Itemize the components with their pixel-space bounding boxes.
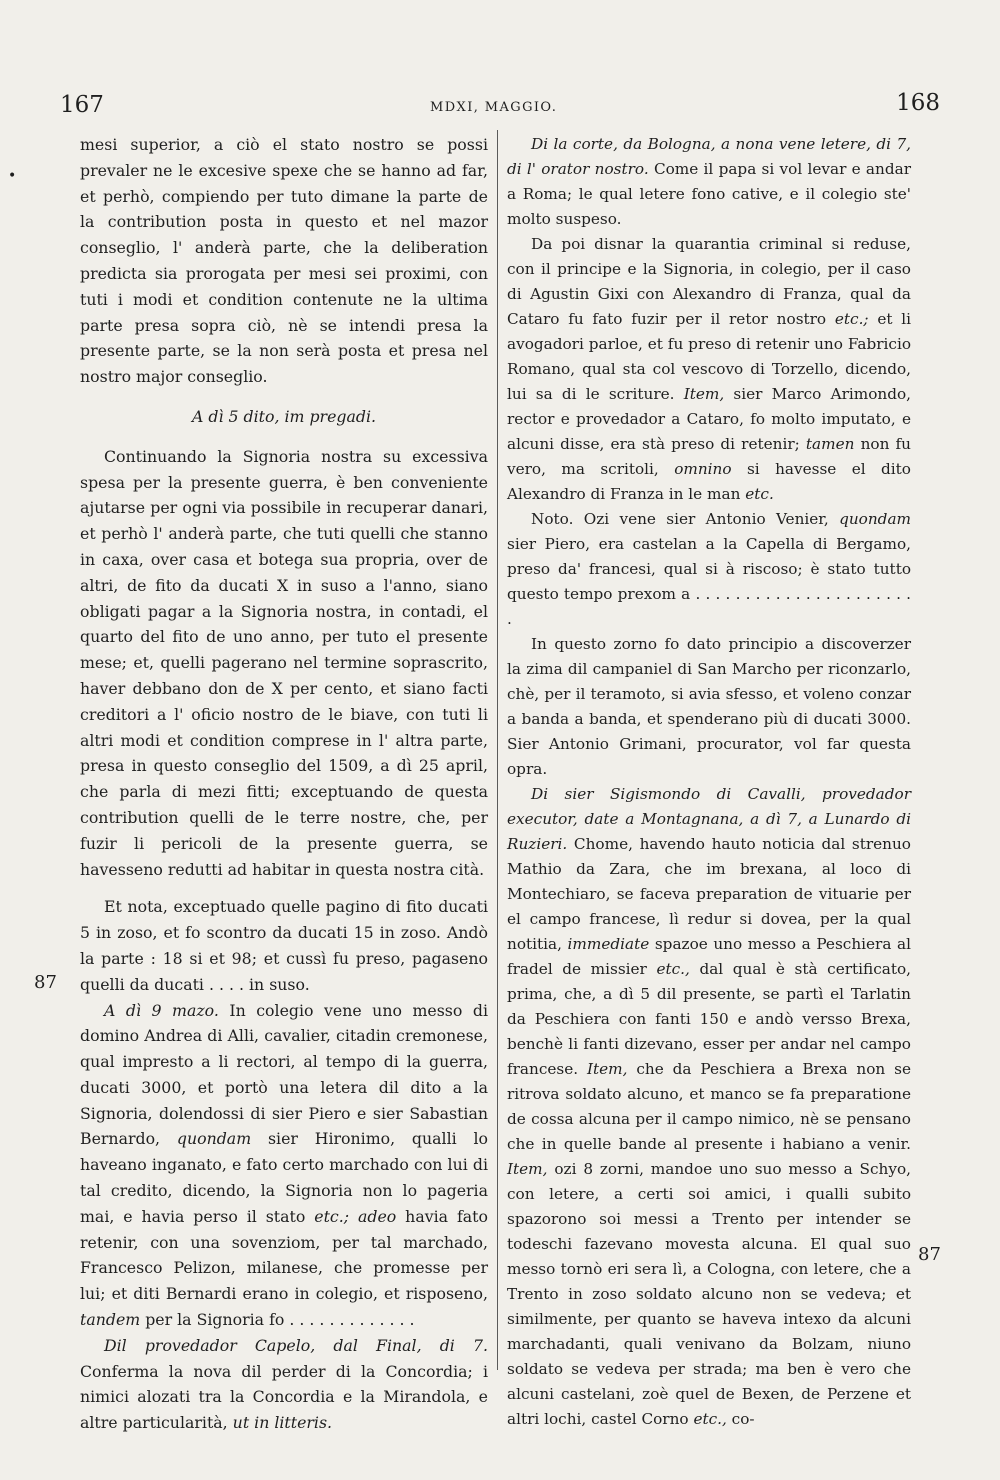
section-heading: A dì 5 dito, im pregadi. xyxy=(192,406,376,426)
page-header xyxy=(60,92,940,122)
entry-date: A dì 9 mazo. xyxy=(104,1000,219,1020)
page-number-right: 168 xyxy=(896,90,940,116)
column-divider xyxy=(497,130,498,1370)
entry-heading: Di la corte, da Bologna, a nona vene letere, di 7, di l' orator nostro. xyxy=(507,135,911,178)
paragraph: Da poi disnar la quarantia criminal si reduse, con il principe e la Signoria, in colegio, per il caso di Agustin Gixi con Alexandro di Franza, qual da Cataro fu fato fuzir per il retor nostro etc.; et li avogadori parloe, et fu preso di retenir uno Fabricio Romano, qual sta col vescovo di Torzello, dicendo, lui sa di le scriture. Item, sier Marco Arimondo, rector e provedador a Cataro, fo molto imputato, e alcuni disse, era stà preso di retenir; tamen non fu vero, ma scritoli, omnino si havesse el dito Alexandro di Franza in le man etc. xyxy=(507,235,912,503)
left-column xyxy=(80,132,488,1436)
paragraph: Continuando la Signoria nostra su excessiva spesa per la presente guerra, è ben conveniente ajutarse per ogni via possibile in recuperar danari, et perhò l' anderà parte, che tuti quelli che stanno in caxa, over casa et botega sua propria, over de altri, de fito da ducati X in suso a l'anno, siano obligati pagar a la Signoria nostra, in contadi, el quarto del fito de uno anno, per tuto el presente mese; et, quelli pagerano nel termine soprascrito, haver debbano don de X per cento, et siano facti creditori a l' oficio nostro de le biave, con tuti li altri modi et condition comprese in l' altra parte, presa in questo conseglio del 1509, a dì 25 april, che parla di mezi fitti; exceptuando de questa contribution quelli de le terre nostre, che, per fuzir li pericoli de la presente guerra, se havesseno redutti ad habitar in questa nostra cità. xyxy=(80,446,488,879)
paragraph: Di la corte, da Bologna, a nona vene letere, di 7, di l' orator nostro. Come il papa si vol levar e andar a Roma; le qual letere fono cative, e il colegio ste' molto suspeso. xyxy=(507,135,911,228)
entry-heading: Dil provedador Capelo, dal Final, di 7. xyxy=(104,1335,488,1355)
page-number-left: 167 xyxy=(60,92,104,118)
paragraph: Noto. Ozi vene sier Antonio Venier, quondam sier Piero, era castelan a la Capella di Bergamo, preso da' francesi, qual si à riscoso; è stato tutto questo tempo prexom a . . . . . . . . . . . . . . . . . . . . . . . xyxy=(507,510,911,628)
margin-number-right: 87 xyxy=(918,1244,941,1265)
running-title: MDXI, MAGGIO. xyxy=(430,100,558,115)
margin-number-left: 87 xyxy=(34,972,57,993)
paragraph: A dì 9 mazo. In colegio vene uno messo di domino Andrea di Alli, cavalier, citadin cremonese, qual impresto a li rectori, al tempo di la guerra, ducati 3000, et portò una letera dil dito a la Signoria, dolendossi di sier Piero e sier Sabastian Bernardo, quondam sier Hironimo, qualli lo haveano inganato, e fato certo marchado con lui di tal credito, dicendo, la Signoria non lo pageria mai, e havia perso il stato etc.; adeo havia fato retenir, con una sovenziom, per tal marchado, Francesco Pelizon, milanese, che promesse per lui; et diti Bernardi erano in colegio, et risposeno, tandem per la Signoria fo . . . . . . . . . . . . . xyxy=(80,1000,488,1330)
margin-dot: • xyxy=(8,168,17,184)
paragraph: Et nota, exceptuado quelle pagino di fito ducati 5 in zoso, et fo scontro da ducati 15 in zoso. Andò la parte : 18 si et 98; et cussì fu preso, pagaseno quelli da ducati . . . . in suso. xyxy=(80,897,488,994)
paragraph: Di sier Sigismondo di Cavalli, provedador executor, date a Montagnana, a dì 7, a Lunardo di Ruzieri. Chome, havendo hauto noticia dal strenuo Mathio da Zara, che im brexana, al loco di Montechiaro, se faceva preparation de vituarie per el campo francese, lì redur si dovea, per la qual notitia, immediate spazoe uno messo a Peschiera al fradel de missier etc., dal qual è stà certificato, prima, che, a dì 5 dil presente, se partì el Tarlatin da Peschiera con fanti 150 e andò versso Brexa, benchè li fanti dizevano, esser per andar nel campo francese. Item, che da Peschiera a Brexa non se ritrova soldato alcuno, et manco se fa preparatione de cossa alcuna per il campo nimico, nè se pensano che in quelle bande al presente i habiano a venir. Item, ozi 8 zorni, mandoe uno suo messo a Schyo, con letere, a certi soi amici, i qualli subito spazorono soi messi a Trento per intender se todeschi fazevano movesta alcuna. El qual suo messo tornò eri sera lì, a Cologna, con letere, che a Trento in zoso soldato alcuno non se vedeva; et similmente, per quanto se haveva intexo da alcuni marchadanti, quali venivano da Bolzam, niuno soldato se vedeva per strada; ma ben è vero che alcuni castelani, zoè quel de Bexen, de Perzene et altri lochi, castel Corno etc., co- xyxy=(507,785,911,1428)
entry-heading: Di sier Sigismondo di Cavalli, provedador executor, date a Montagnana, a dì 7, a Lunardo di Ruzieri. xyxy=(507,785,911,853)
paragraph: Dil provedador Capelo, dal Final, di 7. Conferma la nova dil perder di la Concordia; i nimici alozati tra la Concordia e la Mirandola, e altre particularità, ut in litteris. xyxy=(80,1335,488,1433)
right-column xyxy=(507,132,911,1432)
paragraph: mesi superior, a ciò el stato nostro se possi prevaler ne le excesive spexe che se hanno ad far, et perhò, compiendo per tuto dimane la parte de la contribution posta in questo et nel mazor conseglio, l' anderà parte, che la deliberation predicta sia prorogata per mesi sei proximi, con tuti i modi et condition contenute ne la ultima parte presa sopra ciò, nè se intendi presa la presente parte, se la non serà posta et presa nel nostro major conseglio. xyxy=(80,135,488,387)
paragraph: In questo zorno fo dato principio a discoverzer la zima dil campaniel di San Marcho per riconzarlo, chè, per il teramoto, si avia sfesso, et voleno conzar a banda a banda, et spenderano più di ducati 3000. Sier Antonio Grimani, procurator, vol far questa opra. xyxy=(507,635,911,778)
